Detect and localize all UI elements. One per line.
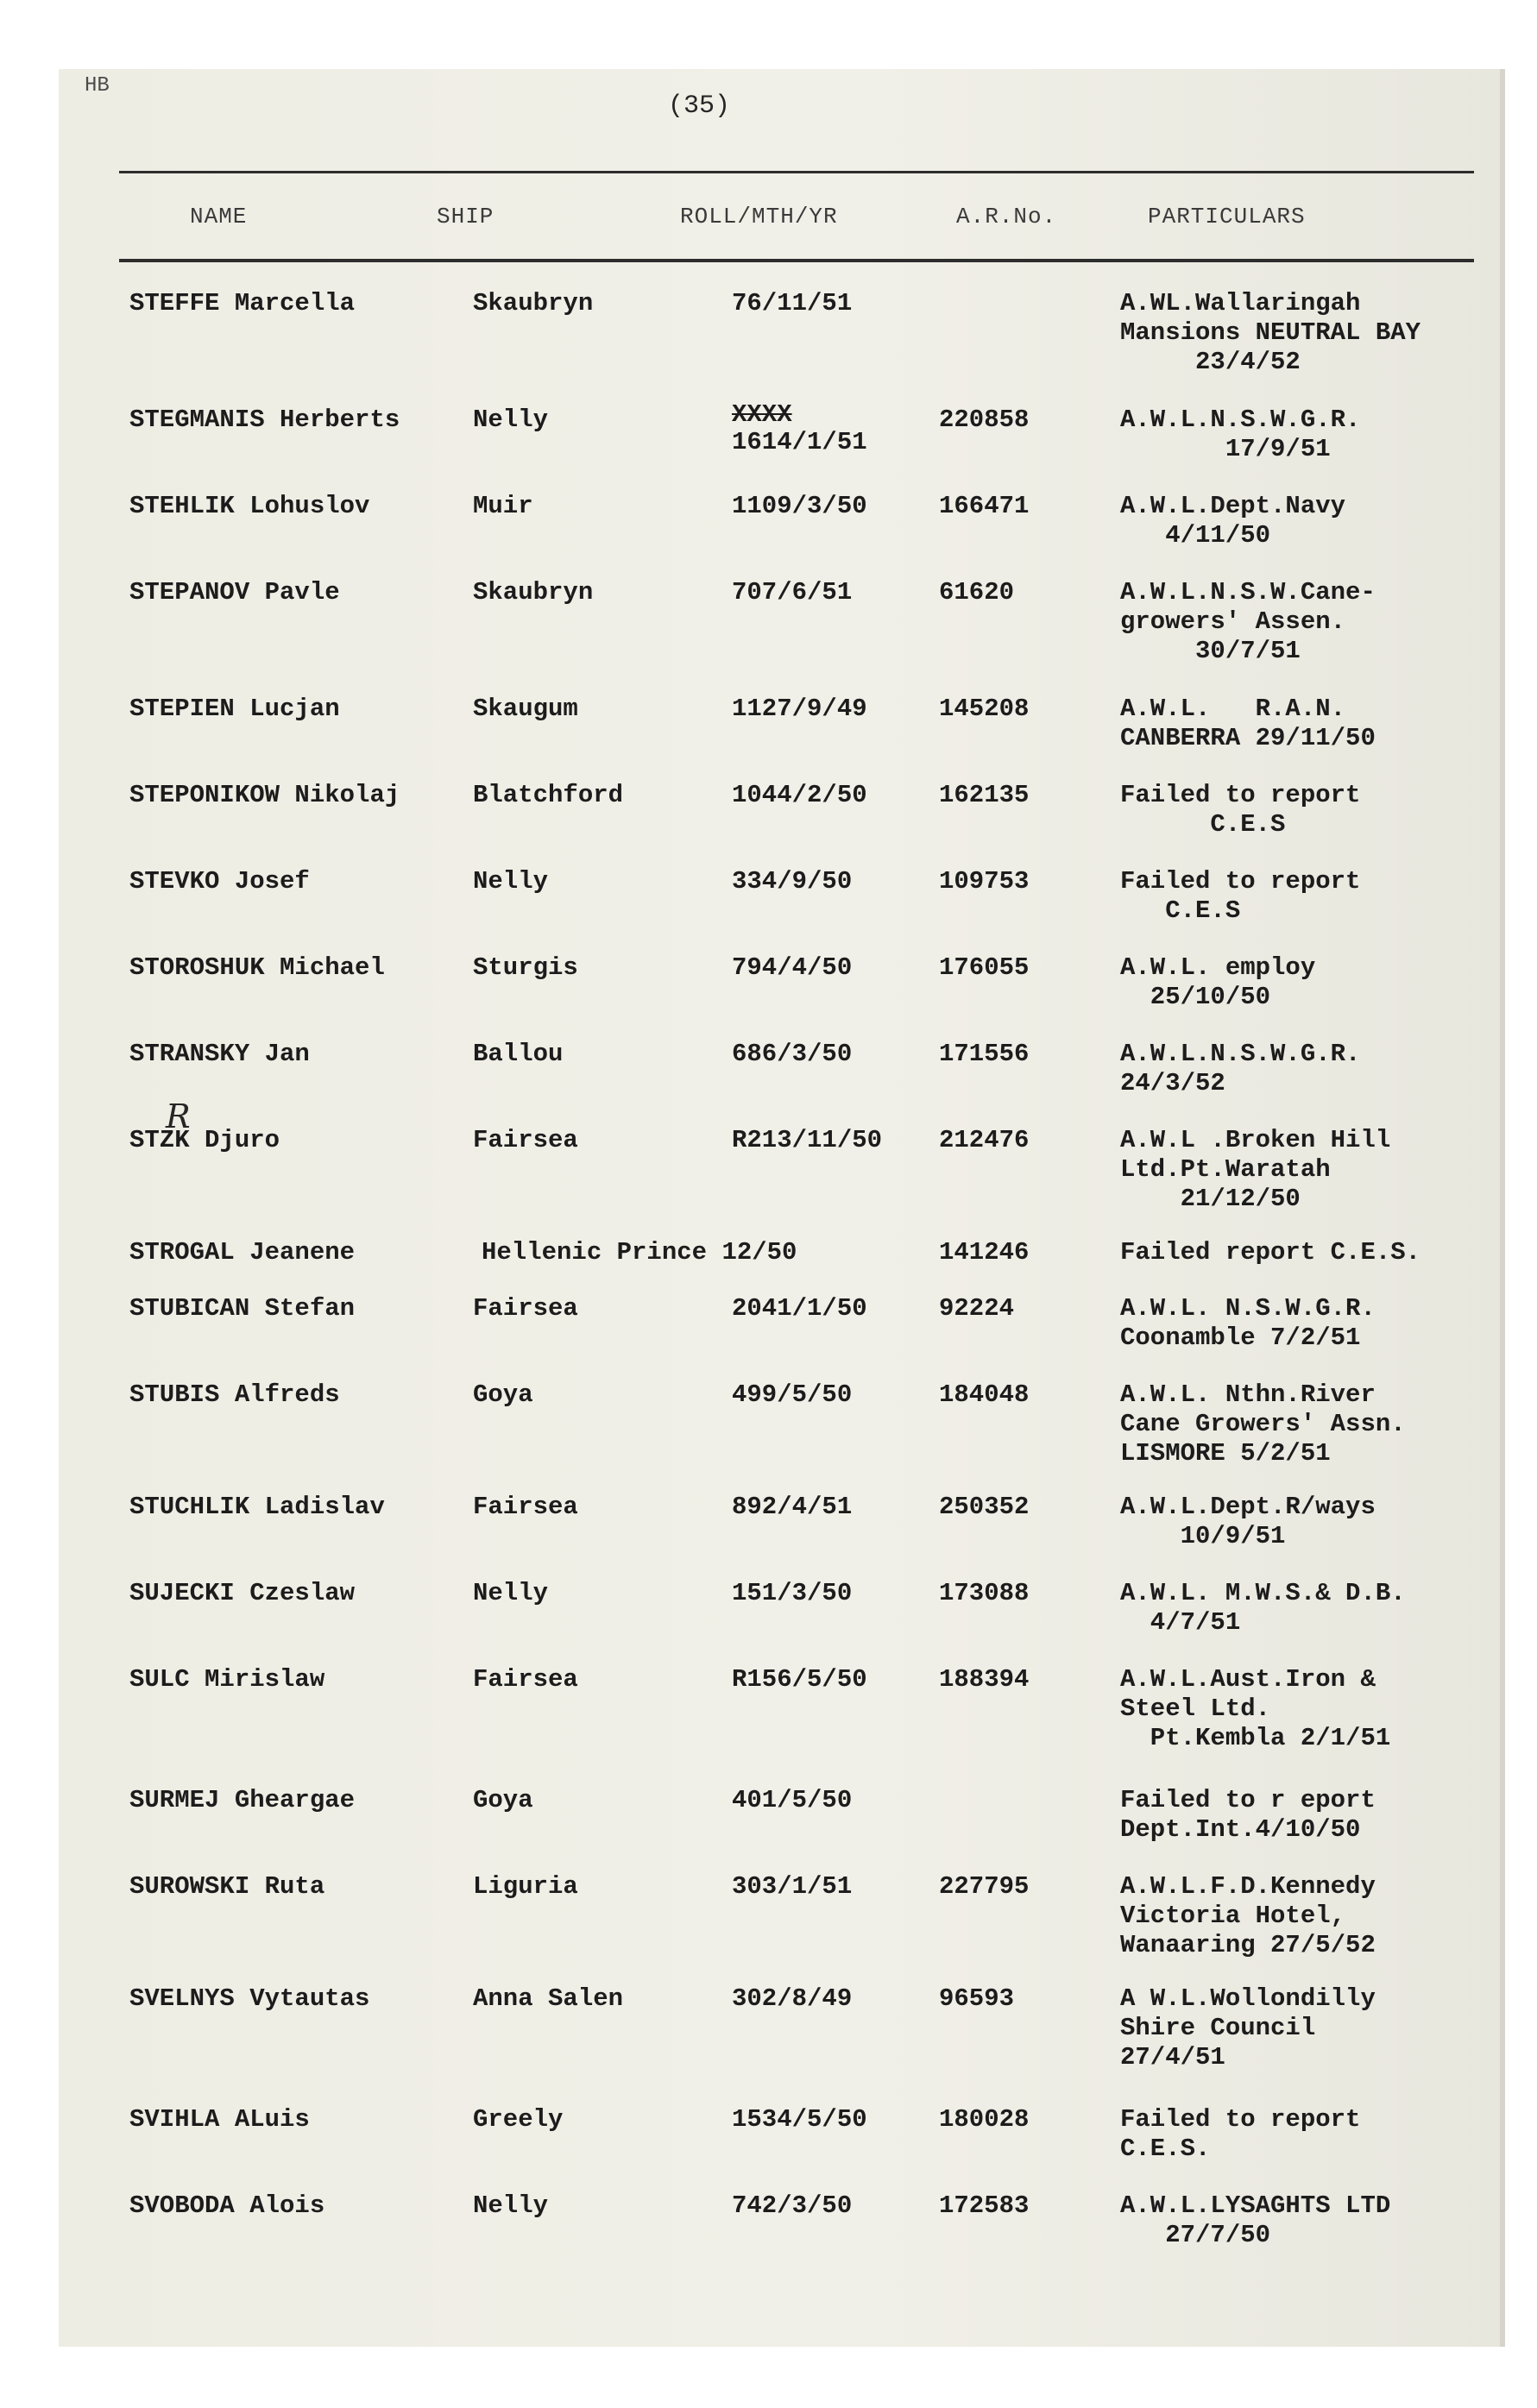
cell-name: SUJECKI Czeslaw	[129, 1579, 356, 1607]
cell-ar-number: 173088	[939, 1579, 1030, 1607]
cell-ar-number: 250352	[939, 1493, 1030, 1521]
cell-ar-number: 184048	[939, 1380, 1030, 1409]
column-header-ship: SHIP	[437, 204, 494, 229]
cell-roll: 1127/9/49	[732, 695, 867, 723]
cell-ship: Fairsea	[473, 1665, 578, 1694]
cell-particulars	[1120, 1294, 1376, 1353]
cell-name: STUBIS Alfreds	[129, 1380, 340, 1409]
initials: HB	[85, 74, 110, 97]
particulars-line: 10/9/51	[1120, 1522, 1286, 1550]
particulars-line: A.W.L.Aust.Iron &	[1120, 1665, 1376, 1694]
cell-ship: Fairsea	[473, 1294, 578, 1323]
cell-ship: Skaubryn	[473, 578, 594, 607]
cell-roll: 707/6/51	[732, 578, 853, 607]
particulars-line: A.W.L. N.S.W.G.R.	[1120, 1294, 1376, 1323]
cell-name: STEPIEN Lucjan	[129, 695, 340, 723]
particulars-line: A.W.L.F.D.Kennedy	[1120, 1872, 1376, 1901]
cell-roll: 1044/2/50	[732, 781, 867, 809]
cell-roll: 151/3/50	[732, 1579, 853, 1607]
cell-ship: Muir	[473, 492, 533, 520]
particulars-line: 27/4/51	[1120, 2043, 1225, 2072]
cell-ship: Nelly	[473, 406, 549, 434]
cell-ar-number: 96593	[939, 1984, 1015, 2013]
cell-ship: Goya	[473, 1786, 533, 1814]
header-rule-top	[119, 171, 1474, 173]
cell-ship: Sturgis	[473, 953, 578, 982]
particulars-line: A.W.L.N.S.W.G.R.	[1120, 406, 1361, 434]
cell-name: STEPONIKOW Nikolaj	[129, 781, 400, 809]
particulars-line: Pt.Kembla 2/1/51	[1120, 1724, 1391, 1752]
cell-roll: R213/11/50	[732, 1126, 883, 1154]
cell-roll: 76/11/51	[732, 289, 853, 318]
particulars-line: Dept.Int.4/10/50	[1120, 1815, 1361, 1844]
cell-particulars	[1120, 1380, 1406, 1468]
particulars-line: A W.L.Wollondilly	[1120, 1984, 1376, 2013]
cell-particulars	[1120, 953, 1315, 1012]
cell-ar-number: 61620	[939, 578, 1015, 607]
particulars-line: Failed to report	[1120, 781, 1361, 809]
cell-particulars	[1120, 1126, 1390, 1214]
cell-ar-number: 141246	[939, 1238, 1030, 1267]
cell-name: STOROSHUK Michael	[129, 953, 385, 982]
particulars-line: growers' Assen.	[1120, 607, 1346, 636]
particulars-line: Failed to report	[1120, 867, 1361, 896]
cell-particulars	[1120, 1238, 1420, 1267]
particulars-line: Cane Growers' Assn.	[1120, 1410, 1406, 1438]
particulars-line: 27/7/50	[1120, 2221, 1271, 2249]
particulars-line: LISMORE 5/2/51	[1120, 1439, 1331, 1468]
cell-roll: 302/8/49	[732, 1984, 853, 2013]
column-header-particulars: PARTICULARS	[1148, 204, 1306, 229]
cell-ship: Nelly	[473, 867, 549, 896]
cell-particulars	[1120, 1040, 1360, 1098]
cell-ship: Ballou	[473, 1040, 564, 1068]
cell-particulars	[1120, 867, 1360, 926]
cell-particulars	[1120, 695, 1376, 753]
particulars-line: A.W.L.N.S.W.Cane-	[1120, 578, 1376, 607]
cell-particulars	[1120, 2191, 1390, 2250]
cell-roll: 892/4/51	[732, 1493, 853, 1521]
particulars-line: 24/3/52	[1120, 1069, 1225, 1097]
cell-roll: 303/1/51	[732, 1872, 853, 1901]
cell-ship: Goya	[473, 1380, 533, 1409]
cell-ar-number: 220858	[939, 406, 1030, 434]
cell-ship: Fairsea	[473, 1126, 578, 1154]
cell-ar-number: 227795	[939, 1872, 1030, 1901]
particulars-line: A.W.L .Broken Hill	[1120, 1126, 1391, 1154]
cell-ar-number: 172583	[939, 2191, 1030, 2220]
cell-name: SULC Mirislaw	[129, 1665, 325, 1694]
particulars-line: 30/7/51	[1120, 637, 1301, 665]
cell-ship: Skaubryn	[473, 289, 594, 318]
particulars-line: C.E.S	[1120, 896, 1241, 925]
particulars-line: Coonamble 7/2/51	[1120, 1323, 1361, 1352]
cell-name: SUROWSKI Ruta	[129, 1872, 325, 1901]
cell-ship: Blatchford	[473, 781, 624, 809]
cell-name: STEFFE Marcella	[129, 289, 356, 318]
particulars-line: A.W.L.N.S.W.G.R.	[1120, 1040, 1361, 1068]
particulars-line: C.E.S	[1120, 810, 1286, 839]
column-header-name: NAME	[190, 204, 248, 229]
particulars-line: Steel Ltd.	[1120, 1694, 1271, 1723]
particulars-line: Failed to report	[1120, 2105, 1361, 2134]
cell-particulars	[1120, 1493, 1376, 1551]
particulars-line: Mansions NEUTRAL BAY	[1120, 318, 1421, 347]
cell-name: STEHLIK Lohuslov	[129, 492, 370, 520]
cell-roll: 686/3/50	[732, 1040, 853, 1068]
cell-ar-number: 162135	[939, 781, 1030, 809]
cell-roll: 334/9/50	[732, 867, 853, 896]
cell-ship: Liguria	[473, 1872, 578, 1901]
cell-roll: 742/3/50	[732, 2191, 853, 2220]
cell-ar-number: 176055	[939, 953, 1030, 982]
cell-ar-number: 212476	[939, 1126, 1030, 1154]
cell-roll: 499/5/50	[732, 1380, 853, 1409]
particulars-line: 25/10/50	[1120, 983, 1271, 1011]
cell-name: STZK Djuro	[129, 1126, 280, 1154]
particulars-line: A.W.L. employ	[1120, 953, 1316, 982]
cell-roll: 1614/1/51	[732, 428, 867, 456]
cell-roll: 401/5/50	[732, 1786, 853, 1814]
cell-particulars	[1120, 1665, 1390, 1753]
particulars-line: 4/11/50	[1120, 521, 1271, 550]
particulars-line: C.E.S.	[1120, 2135, 1211, 2163]
particulars-line: A.WL.Wallaringah	[1120, 289, 1361, 318]
cell-ar-number: 109753	[939, 867, 1030, 896]
column-header-roll: ROLL/MTH/YR	[680, 204, 838, 229]
cell-ship: Hellenic Prince 12/50	[482, 1238, 797, 1267]
cell-ar-number: 92224	[939, 1294, 1015, 1323]
cell-name: STEPANOV Pavle	[129, 578, 340, 607]
cell-particulars	[1120, 1786, 1376, 1845]
cell-roll: R156/5/50	[732, 1665, 867, 1694]
cell-name: STUCHLIK Ladislav	[129, 1493, 385, 1521]
document-sheet	[59, 69, 1505, 2347]
particulars-line: A.W.L.LYSAGHTS LTD	[1120, 2191, 1391, 2220]
cell-ar-number: 171556	[939, 1040, 1030, 1068]
cell-particulars	[1120, 2105, 1360, 2164]
particulars-line: Failed to r eport	[1120, 1786, 1376, 1814]
particulars-line: A.W.L. Nthn.River	[1120, 1380, 1376, 1409]
particulars-line: A.W.L. M.W.S.& D.B.	[1120, 1579, 1406, 1607]
cell-particulars	[1120, 781, 1360, 839]
cell-ship: Greely	[473, 2105, 564, 2134]
cell-name: STUBICAN Stefan	[129, 1294, 356, 1323]
particulars-line: A.W.L.Dept.R/ways	[1120, 1493, 1376, 1521]
particulars-line: Wanaaring 27/5/52	[1120, 1931, 1376, 1959]
particulars-line: Shire Council	[1120, 2014, 1316, 2042]
column-header-ar: A.R.No.	[956, 204, 1057, 229]
particulars-line: A.W.L.Dept.Navy	[1120, 492, 1346, 520]
cell-name: STEGMANIS Herberts	[129, 406, 400, 434]
cell-name: STROGAL Jeanene	[129, 1238, 356, 1267]
cell-ship: Skaugum	[473, 695, 578, 723]
cell-ship: Anna Salen	[473, 1984, 624, 2013]
header-rule-bottom	[119, 259, 1474, 262]
cell-ar-number: 180028	[939, 2105, 1030, 2134]
particulars-line: CANBERRA 29/11/50	[1120, 724, 1376, 752]
cell-name: STEVKO Josef	[129, 867, 310, 896]
cell-particulars	[1120, 289, 1420, 377]
cell-particulars	[1120, 406, 1360, 464]
page-number: (35)	[668, 91, 731, 121]
cell-name: SVOBODA Alois	[129, 2191, 325, 2220]
cell-ar-number: 166471	[939, 492, 1030, 520]
cell-name: SVELNYS Vytautas	[129, 1984, 370, 2013]
cell-particulars	[1120, 1984, 1376, 2072]
cell-ship: Nelly	[473, 2191, 549, 2220]
particulars-line: Victoria Hotel,	[1120, 1902, 1346, 1930]
particulars-line: Ltd.Pt.Waratah	[1120, 1155, 1331, 1184]
cell-particulars	[1120, 492, 1345, 550]
particulars-line: 4/7/51	[1120, 1608, 1241, 1637]
cell-ar-number: 188394	[939, 1665, 1030, 1694]
particulars-line: 23/4/52	[1120, 348, 1301, 376]
cell-particulars	[1120, 1579, 1406, 1638]
cell-particulars	[1120, 578, 1376, 666]
cell-roll-struck: XXXX	[732, 400, 792, 429]
cell-roll: 2041/1/50	[732, 1294, 867, 1323]
particulars-line: A.W.L. R.A.N.	[1120, 695, 1346, 723]
particulars-line: 17/9/51	[1120, 435, 1331, 463]
cell-roll: 794/4/50	[732, 953, 853, 982]
cell-roll: 1109/3/50	[732, 492, 867, 520]
cell-name: STRANSKY Jan	[129, 1040, 310, 1068]
cell-name: SVIHLA ALuis	[129, 2105, 310, 2134]
cell-roll: 1534/5/50	[732, 2105, 867, 2134]
cell-ship: Fairsea	[473, 1493, 578, 1521]
handwritten-correction: R	[166, 1097, 191, 1135]
particulars-line: 21/12/50	[1120, 1185, 1301, 1213]
cell-particulars	[1120, 1872, 1376, 1960]
cell-ar-number: 145208	[939, 695, 1030, 723]
cell-ship: Nelly	[473, 1579, 549, 1607]
particulars-line: Failed report C.E.S.	[1120, 1238, 1421, 1267]
cell-name: SURMEJ Gheargae	[129, 1786, 356, 1814]
